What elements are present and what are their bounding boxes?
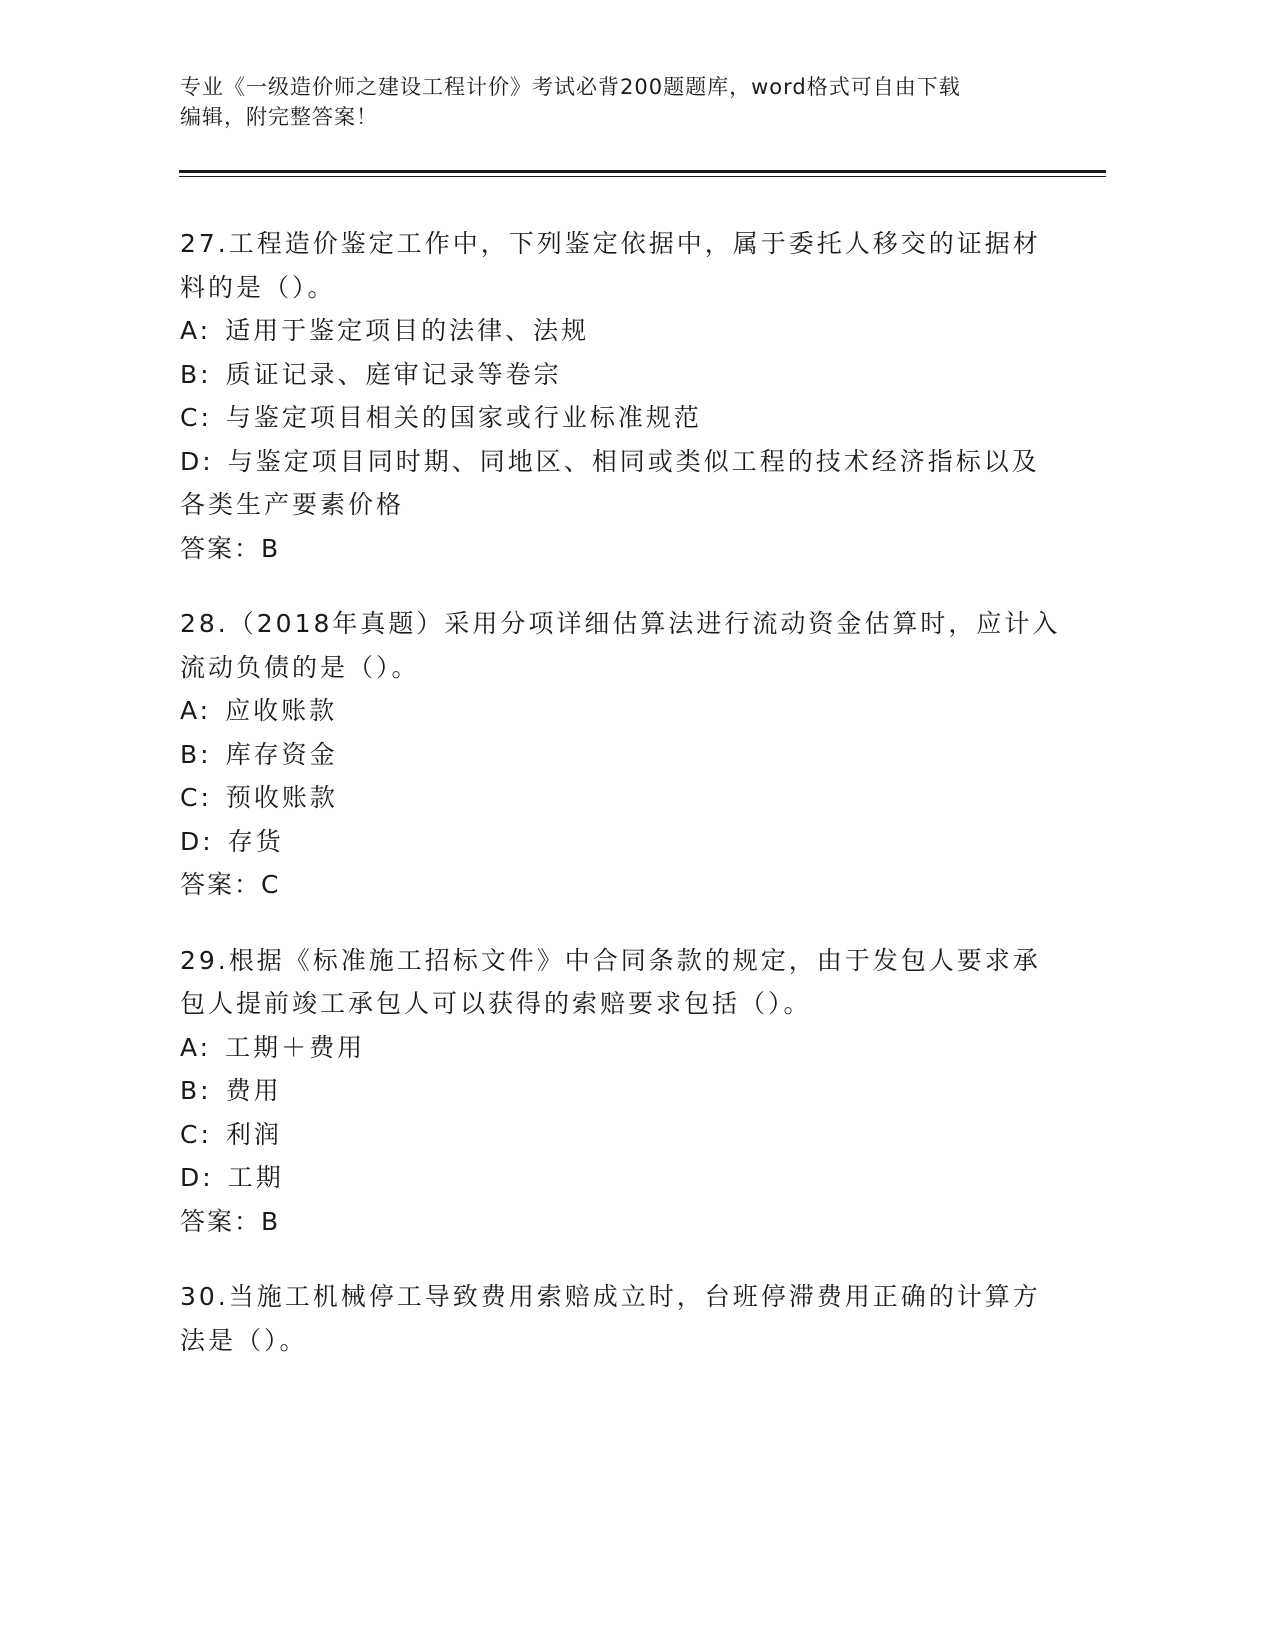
option-a — [180, 689, 1040, 733]
option-text: 质证记录、庭审记录等卷宗 — [225, 359, 562, 389]
option-text: 应收账款 — [225, 696, 338, 725]
option-text: 预收账款 — [225, 783, 338, 812]
question-list — [180, 222, 1061, 1394]
option-b — [180, 1069, 1040, 1113]
option-letter: A: — [180, 1032, 212, 1062]
option-letter: D: — [180, 826, 214, 856]
question-28 — [180, 602, 1061, 907]
option-letter: B: — [180, 739, 212, 769]
option-letter: A: — [180, 316, 212, 345]
option-text: 适用于鉴定项目的法律、法规 — [225, 316, 590, 345]
option-c — [180, 1113, 1040, 1157]
option-text: 库存资金 — [225, 739, 338, 769]
option-a — [180, 1026, 1040, 1070]
question-stem-line: 包人提前竣工承包人可以获得的索赔要求包括（）。 — [180, 989, 812, 1018]
option-text: 工期 — [227, 1163, 284, 1192]
question-stem-line: 27.工程造价鉴定工作中，下列鉴定依据中，属于委托人移交的证据材 — [180, 229, 1041, 258]
option-a — [180, 309, 1040, 353]
answer: 答案：C — [180, 870, 281, 899]
header-divider-thick — [179, 170, 1106, 173]
option-text: 与鉴定项目相关的国家或行业标准规范 — [225, 403, 702, 432]
answer: 答案：B — [180, 533, 281, 563]
question-stem-line: 流动负债的是（）。 — [180, 652, 420, 682]
question-stem-line: 料的是（）。 — [180, 272, 336, 302]
option-b — [180, 353, 1040, 397]
question-stem-line: 法是（）。 — [180, 1325, 308, 1355]
header-line-1: 专业《一级造价师之建设工程计价》考试必背200题题库，word格式可自由下载 — [180, 75, 961, 99]
question-stem-line: 30.当施工机械停工导致费用索赔成立时，台班停滞费用正确的计算方 — [180, 1282, 1041, 1311]
option-letter: D: — [180, 1163, 214, 1192]
question-stem-line: 29.根据《标准施工招标文件》中合同条款的规定，由于发包人要求承 — [180, 945, 1041, 975]
option-letter: C: — [180, 1119, 212, 1149]
option-letter: B: — [180, 359, 212, 389]
answer: 答案：B — [180, 1206, 281, 1236]
question-stem-line: 28.（2018年真题）采用分项详细估算法进行流动资金估算时，应计入 — [180, 609, 1061, 638]
document-header — [180, 72, 1060, 132]
option-d — [180, 820, 1040, 864]
option-text: 工期＋费用 — [225, 1032, 366, 1062]
question-27 — [180, 222, 1040, 570]
option-text: 存货 — [227, 826, 284, 856]
option-b — [180, 733, 1040, 777]
option-d-continuation: 各类生产要素价格 — [180, 490, 405, 519]
header-line-2: 编辑，附完整答案！ — [180, 105, 378, 129]
option-letter: C: — [180, 783, 212, 812]
option-letter: C: — [180, 403, 212, 432]
option-c — [180, 776, 1040, 820]
option-letter: B: — [180, 1076, 212, 1105]
option-letter: D: — [180, 446, 214, 476]
option-c — [180, 396, 1040, 440]
option-text: 费用 — [225, 1076, 282, 1105]
option-text: 利润 — [225, 1119, 282, 1149]
option-letter: A: — [180, 696, 212, 725]
option-d — [180, 440, 1040, 484]
question-30 — [180, 1275, 1040, 1362]
question-29 — [180, 939, 1040, 1244]
option-text: 与鉴定项目同时期、同地区、相同或类似工程的技术经济指标以及 — [227, 446, 1040, 476]
option-d — [180, 1156, 1040, 1200]
header-divider-thin — [179, 176, 1106, 177]
